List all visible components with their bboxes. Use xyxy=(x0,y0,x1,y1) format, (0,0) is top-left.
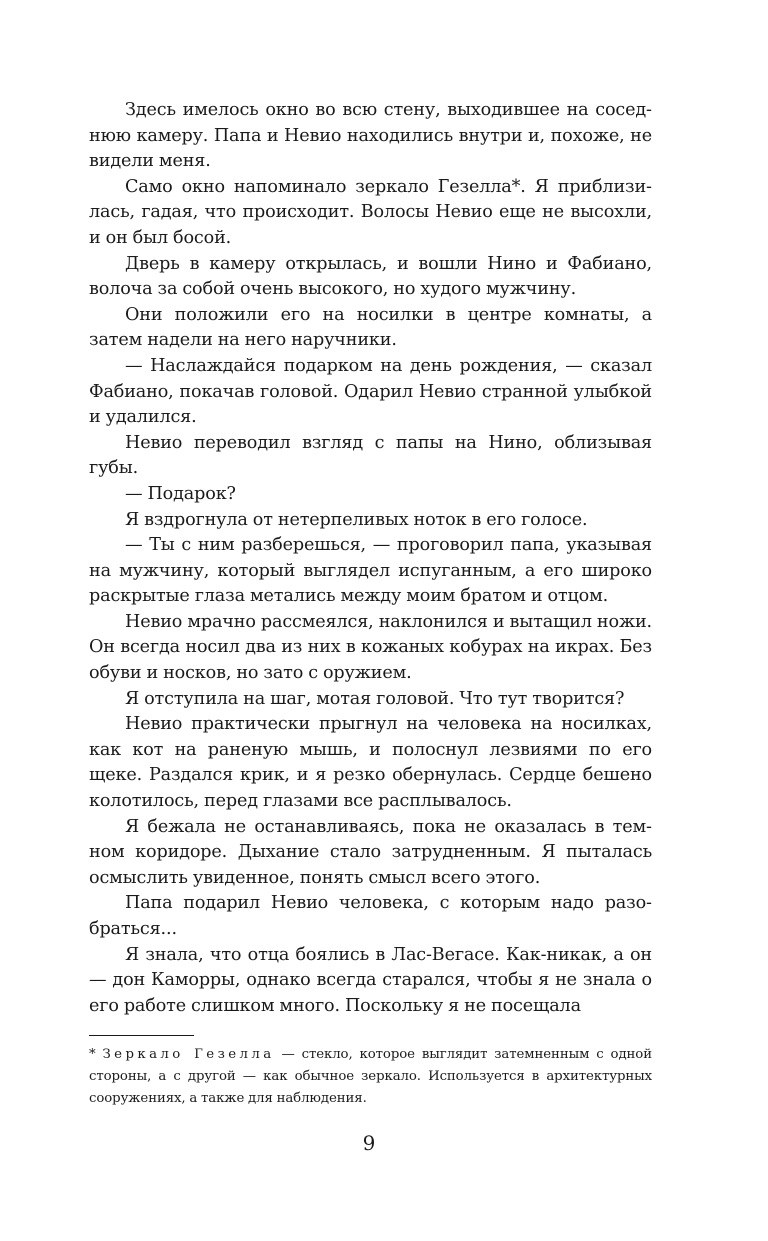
paragraph-11: Я отступила на шаг, мотая головой. Что тут творится? xyxy=(125,688,625,709)
paragraph-12: Невио практически прыгнул на человека на носилках, как кот на раненую мышь, и полоснул лезвиями по его щеке. Раздался крик, и я резко обернулась. Сердце бешено колотилось, перед глазами все расплывалось. xyxy=(89,714,652,812)
paragraph-15: Я знала, что отца боялись в Лас-Вегасе. Как-никак, а он — дон Каморры, однако всегда старался, чтобы я не знала о его работе слишком много. Поскольку я не посещала xyxy=(89,944,652,1016)
footnote-term: Зеркало Гезелла xyxy=(102,1047,275,1062)
page-number: 9 xyxy=(362,1131,376,1155)
paragraph-8: Я вздрогнула от нетерпеливых ноток в его голосе. xyxy=(125,509,588,530)
paragraph-1: Здесь имелось окно во всю стену, выходившее на соседнюю камеру. Папа и Невио находились внутри и, похоже, не видели меня. xyxy=(89,100,652,172)
footnote xyxy=(89,1044,652,1109)
paragraph-14: Папа подарил Невио человека, с которым надо разобраться... xyxy=(89,893,652,939)
paragraph-6: Невио переводил взгляд с папы на Нино, облизывая губы. xyxy=(89,432,652,479)
paragraph-5: — Наслаждайся подарком на день рождения, — сказал Фабиано, покачав головой. Одарил Невио странной улыбкой и удалился. xyxy=(89,355,652,428)
paragraph-4: Они положили его на носилки в центре комнаты, а затем надели на него наручники. xyxy=(89,304,652,351)
footnote-marker: * xyxy=(89,1047,103,1062)
paragraph-13: Я бежала не останавливаясь, пока не оказалась в темном коридоре. Дыхание стало затрудненным. Я пыталась осмыслить увиденное, понять смысл всего этого. xyxy=(89,816,652,888)
paragraph-7: — Подарок? xyxy=(125,483,236,504)
footnote-divider xyxy=(89,1035,194,1036)
paragraph-3: Дверь в камеру открылась, и вошли Нино и Фабиано, волоча за собой очень высокого, но худого мужчину. xyxy=(89,253,652,300)
paragraph-2: Само окно напоминало зеркало Гезелла*. Я приблизилась, гадая, что происходит. Волосы Невио еще не высохли, и он был босой. xyxy=(89,176,652,248)
paragraph-9: — Ты с ним разберешься, — проговорил папа, указывая на мужчину, который выглядел испуганным, а его широко раскрытые глаза метались между моим братом и отцом. xyxy=(89,535,652,607)
paragraph-10: Невио мрачно рассмеялся, наклонился и вытащил ножи. Он всегда носил два из них в кожаных кобурах на икрах. Без обуви и носков, но зато с оружием. xyxy=(89,611,652,684)
footnote-text: — стекло, которое выглядит затемненным с одной стороны, а с другой — как обычное зеркало. Используется в архитектурных сооружениях, а также для наблюдения. xyxy=(89,1047,652,1106)
main-text xyxy=(89,98,652,1019)
